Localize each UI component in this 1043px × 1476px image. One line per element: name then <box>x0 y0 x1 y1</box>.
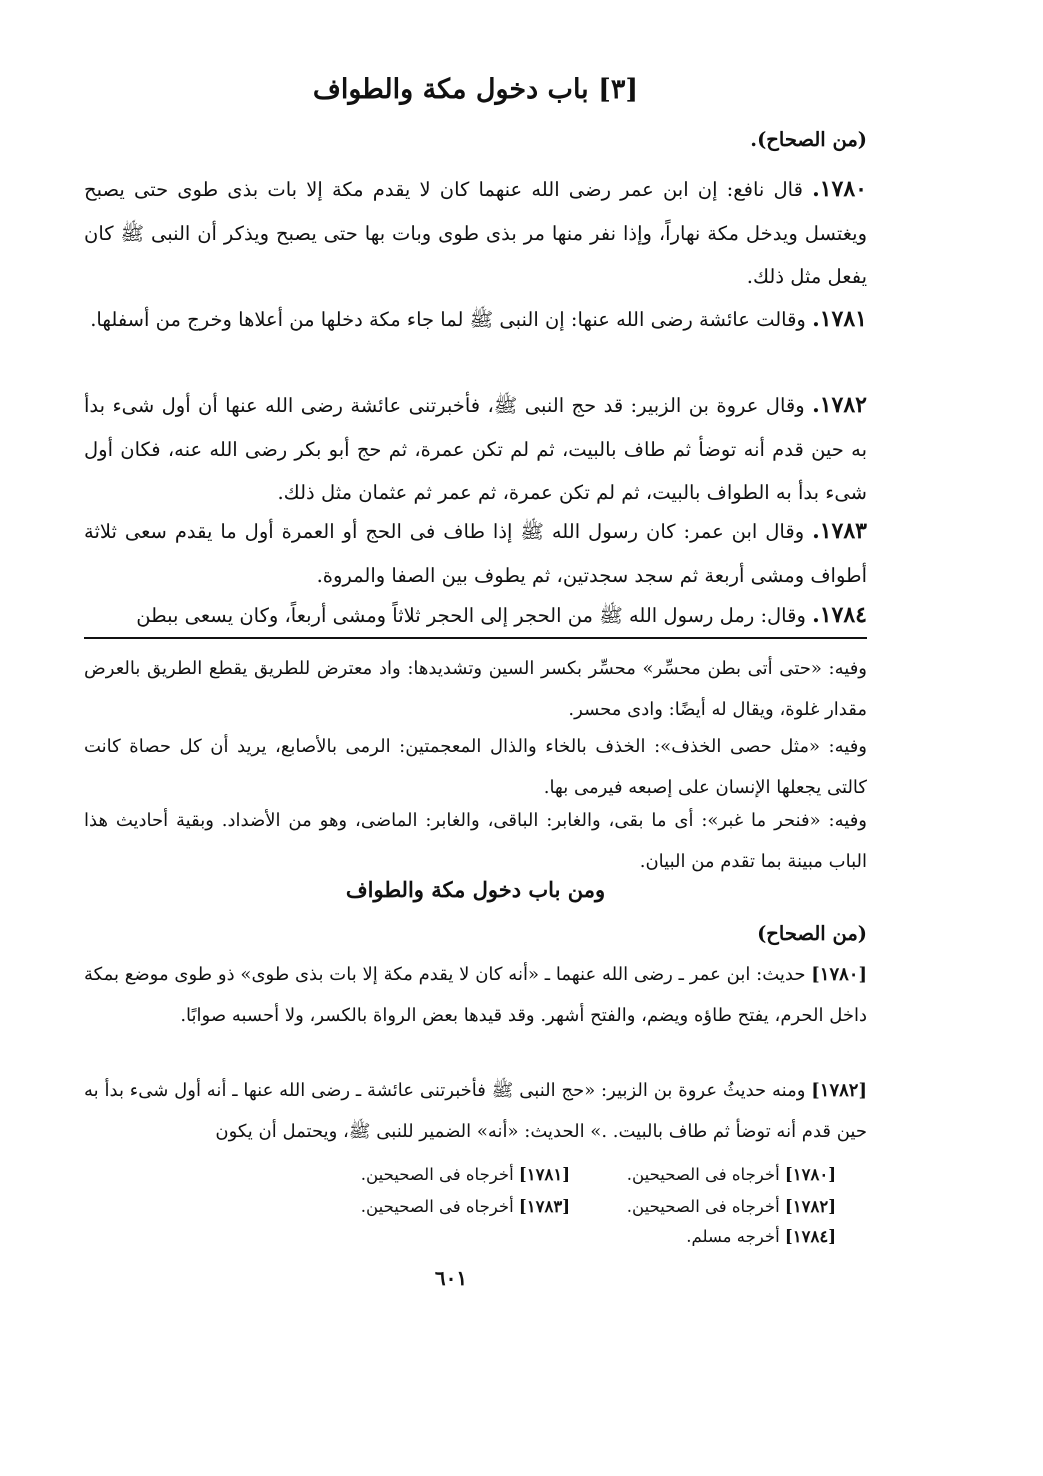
gloss-1: وفيه: «حتى أتى بطن محسِّر» محسِّر بكسر السين وتشديدها: واد معترض للطريق يقطع الطريق بالعرض مقدار غلوة، ويقال له أيضًا: وادى محسر. <box>84 658 867 720</box>
page-number: ٦٠١ <box>434 1266 468 1290</box>
hadith-number: ١٧٨١. <box>812 306 867 332</box>
hadith-text: قال نافع: إن ابن عمر رضى الله عنهما كان لا يقدم مكة إلا بات بذى طوى حتى يصبح ويغتسل ويدخل مكة نهاراً، وإذا نفر منها مر بذى طوى وبات بها حتى يصبح ويذكر أن النبى ﷺ كان يفعل مثل ذلك. <box>84 178 867 288</box>
hadith-number: ١٧٨٣. <box>812 518 867 544</box>
footnote-ref: [١٧٨٢] <box>784 1197 836 1216</box>
commentary-label: (من الصحاح) <box>757 922 867 945</box>
hadith-1780 <box>84 168 867 299</box>
commentary-title: ومن باب دخول مكة والطواف <box>345 877 606 902</box>
commentary-ref: [١٧٨٠] <box>811 964 867 985</box>
footnote-ref: [١٧٨١] <box>518 1165 570 1184</box>
section-divider <box>84 637 867 639</box>
hadith-text: وقالت عائشة رضى الله عنها: إن النبى ﷺ لما جاء مكة دخلها من أعلاها وخرج من أسفلها. <box>90 308 813 331</box>
footnote-text: أخرجه مسلم. <box>686 1227 785 1246</box>
hadith-text: وقال عروة بن الزبير: قد حج النبى ﷺ، فأخبرتنى عائشة رضى الله عنها أن أول شىء بدأ به حين قدم أنه توضأ ثم طاف بالبيت، ثم لم تكن عمرة، ثم حج أبو بكر رضى الله عنه، فكان أول شىء بدأ به الطواف بالبيت، ثم لم تكن عمرة، ثم عمر ثم عثمان مثل ذلك. <box>84 394 867 504</box>
hadith-1783 <box>84 510 867 597</box>
footnote-1782 <box>596 1192 836 1222</box>
footnote-1783 <box>330 1192 570 1222</box>
footnote-ref: [١٧٨٣] <box>518 1197 570 1216</box>
footnote-text: أخرجاه فى الصحيحين. <box>360 1197 519 1216</box>
hadith-text: وقال ابن عمر: كان رسول الله ﷺ إذا طاف فى الحج أو العمرة أول ما يقدم سعى ثلاثة أطواف ومشى أربعة ثم سجد سجدتين، ثم يطوف بين الصفا والمروة. <box>84 520 867 587</box>
footnote-1781 <box>330 1160 570 1190</box>
commentary-1782 <box>84 1070 867 1152</box>
hadith-1781 <box>84 298 867 342</box>
commentary-ref: [١٧٨٢] <box>811 1080 867 1101</box>
hadith-number: ١٧٨٠. <box>812 176 867 202</box>
footnote-1784 <box>596 1222 836 1252</box>
footnote-text: أخرجاه فى الصحيحين. <box>626 1197 785 1216</box>
footnote-text: أخرجاه فى الصحيحين. <box>626 1165 785 1184</box>
hadith-text: وقال: رمل رسول الله ﷺ من الحجر إلى الحجر ثلاثاً ومشى أربعاً، وكان يسعى ببطن <box>136 604 813 627</box>
footnote-1780 <box>596 1160 836 1190</box>
footnote-text: أخرجاه فى الصحيحين. <box>360 1165 519 1184</box>
footnote-ref: [١٧٨٠] <box>784 1165 836 1184</box>
footnote-ref: [١٧٨٤] <box>784 1227 836 1246</box>
hadith-number: ١٧٨٤. <box>812 602 867 628</box>
hadith-1784 <box>84 594 867 638</box>
gloss-2: وفيه: «مثل حصى الخذف»: الخذف بالخاء والذال المعجمتين: الرمى بالأصابع، يريد أن كل حصاة كانت كالتى يجعلها الإنسان على إصبعه فيرمى بها. <box>84 736 867 798</box>
commentary-text: حديث: ابن عمر ـ رضى الله عنهما ـ «أنه كان لا يقدم مكة إلا بات بذى طوى» ذو طوى موضع بمكة داخل الحرم، يفتح طاؤه ويضم، والفتح أشهر. وقد قيدها بعض الرواة بالكسر، ولا أحسبه صوابًا. <box>84 964 867 1026</box>
commentary-text: ومنه حديثُ عروة بن الزبير: «حج النبى ﷺ فأخبرتنى عائشة ـ رضى الله عنها ـ أنه أول شىء بدأ به حين قدم أنه توضأ ثم طاف بالبيت. .» الحديث: «أنه» الضمير للنبى ﷺ، ويحتمل أن يكون <box>84 1080 867 1142</box>
chapter-title: [٣] باب دخول مكة والطواف <box>312 74 639 105</box>
sahah-label: (من الصحاح). <box>750 128 867 151</box>
hadith-number: ١٧٨٢. <box>812 392 867 418</box>
commentary-1780 <box>84 954 867 1036</box>
gloss-3: وفيه: «فنحر ما غبر»: أى ما بقى، والغابر: الباقى، والغابر: الماضى، وهو من الأضداد. وبقية أحاديث هذا الباب مبينة بما تقدم من البيان. <box>84 810 867 872</box>
hadith-1782 <box>84 384 867 515</box>
